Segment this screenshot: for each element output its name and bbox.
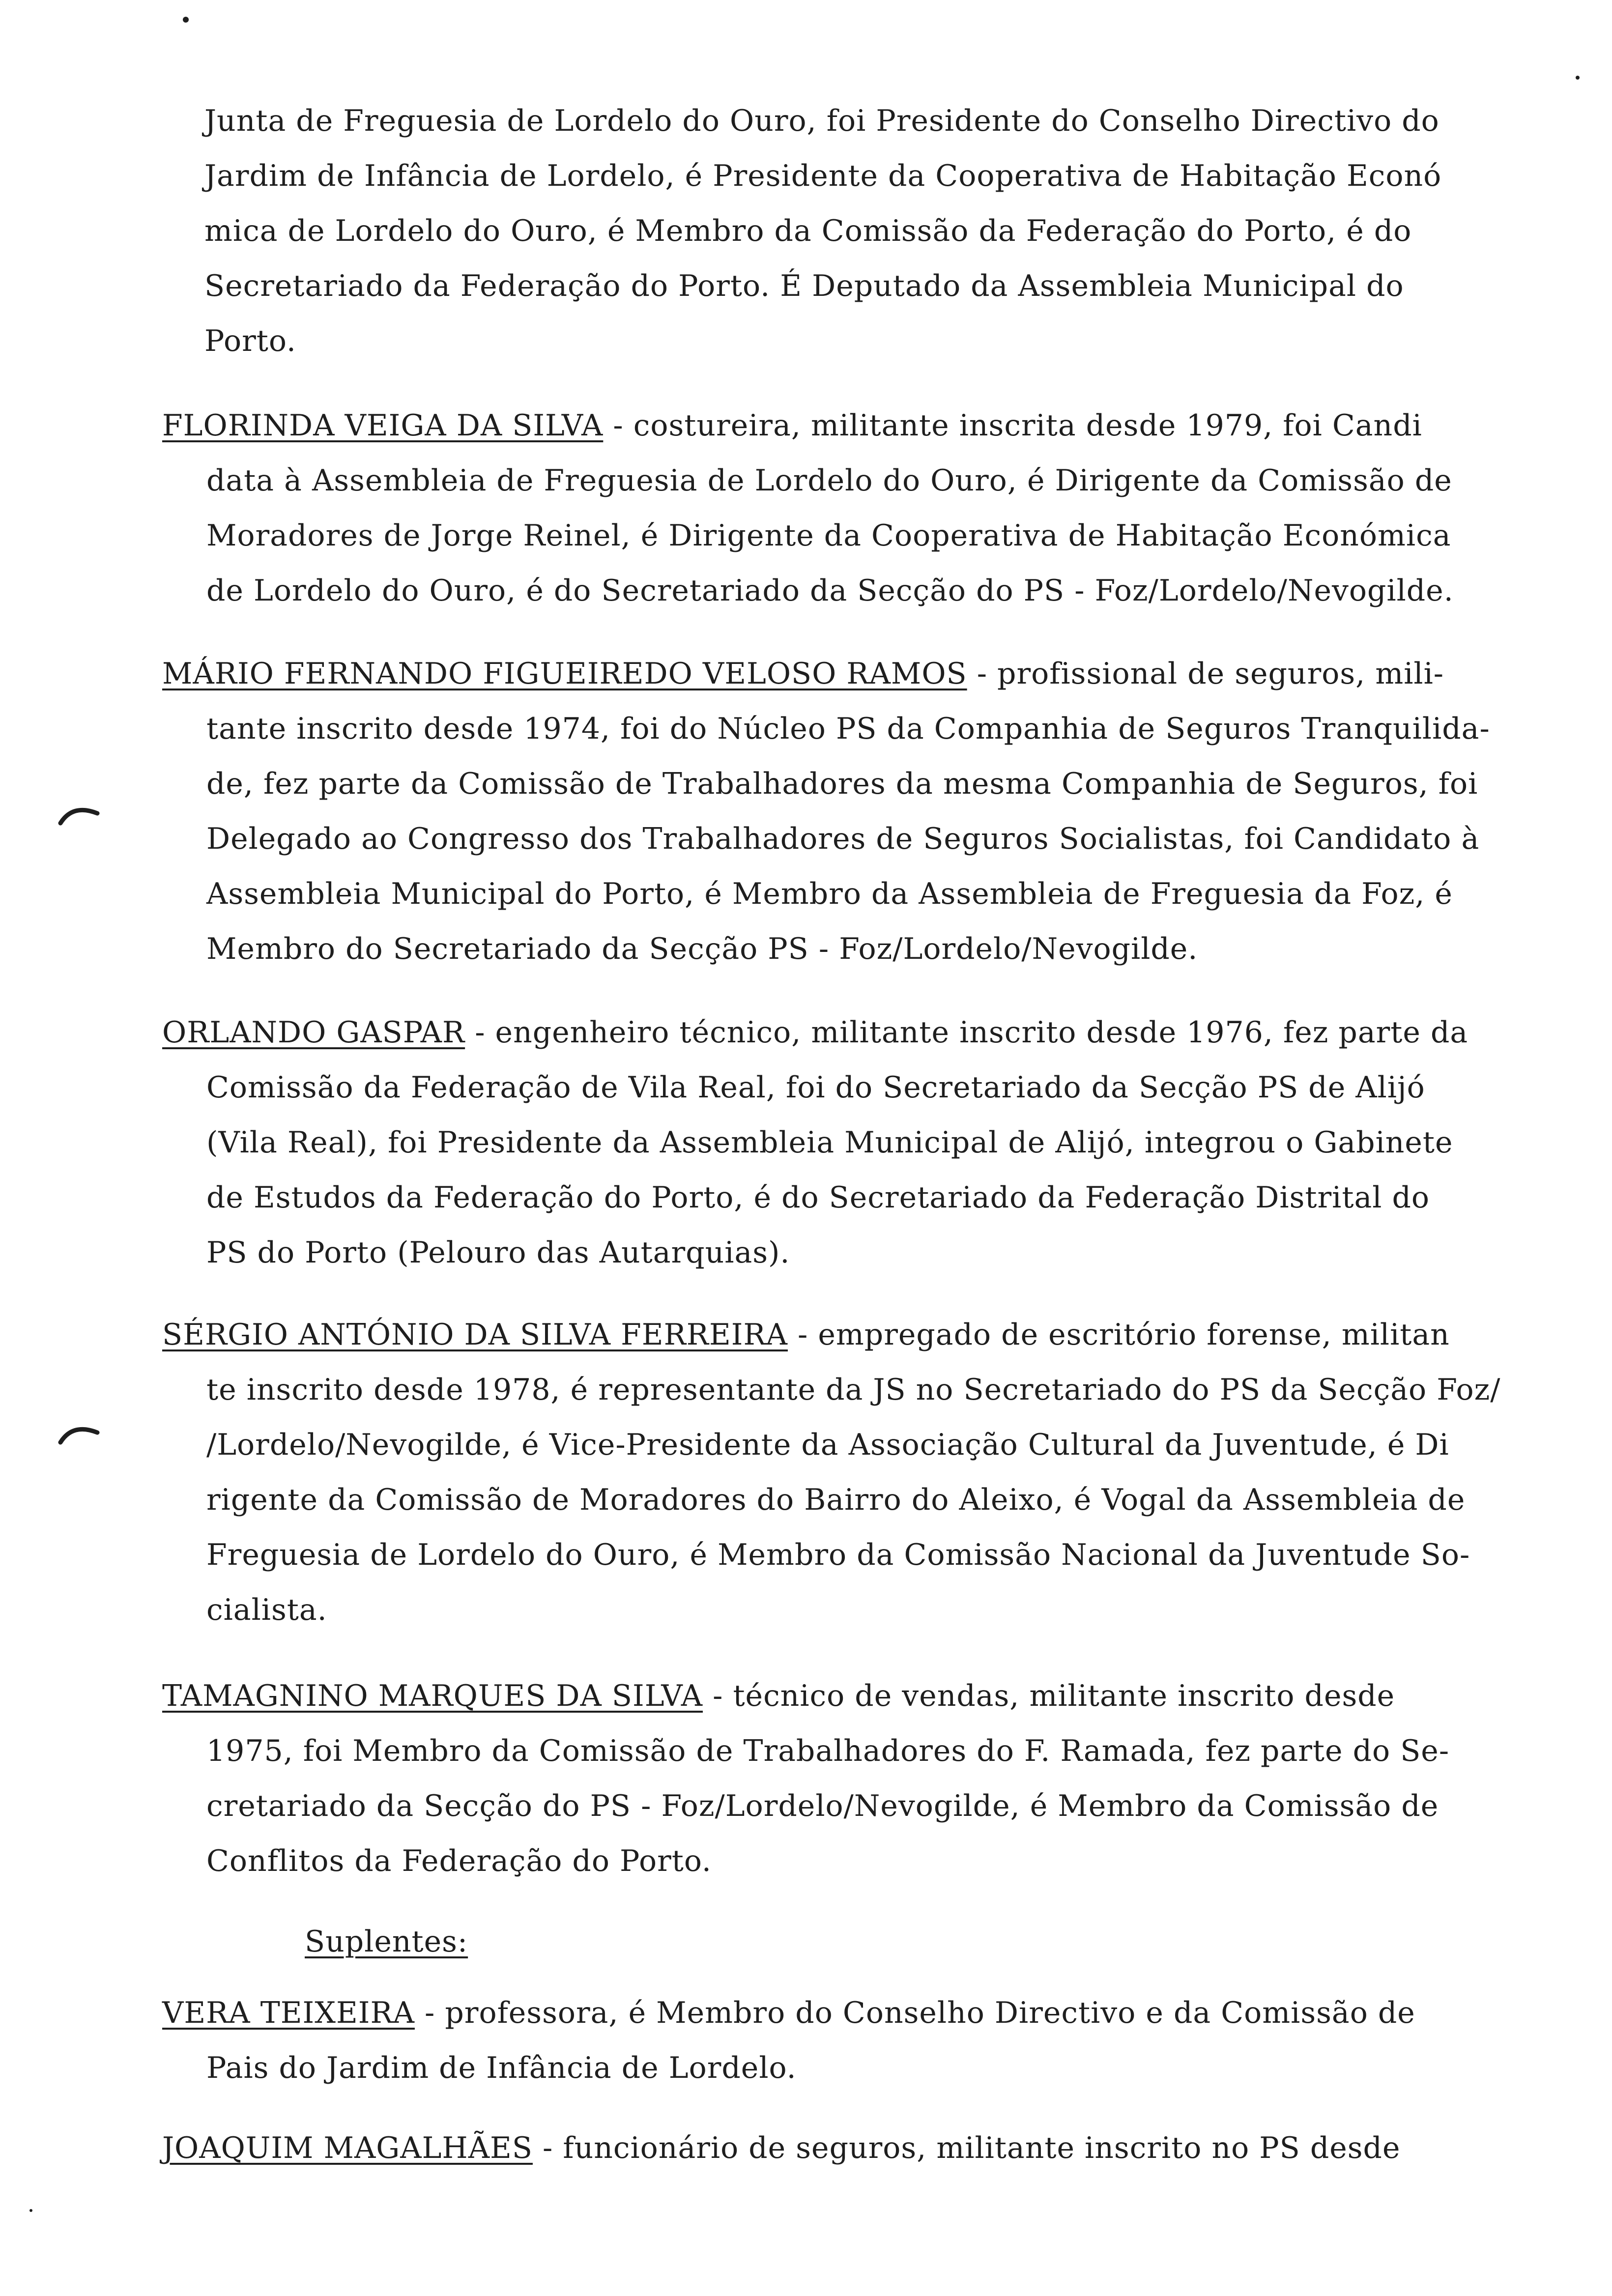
intro-paragraph <box>162 93 1597 369</box>
entry-first-line <box>162 1985 1597 2040</box>
entry-description: - empregado de escritório forense, militan <box>787 1318 1450 1352</box>
entry-line: Conflitos da Federação do Porto. <box>206 1844 712 1878</box>
entry-name: SÉRGIO ANTÓNIO DA SILVA FERREIRA <box>162 1318 788 1352</box>
entry-line: (Vila Real), foi Presidente da Assembleia Municipal de Alijó, integrou o Gabinete <box>206 1125 1453 1160</box>
entry-line: Assembleia Municipal do Porto, é Membro da Assembleia de Freguesia da Foz, é <box>206 877 1453 911</box>
entry-line: cialista. <box>206 1593 327 1627</box>
entry-line: data à Assembleia de Freguesia de Lordelo do Ouro, é Dirigente da Comissão de <box>206 463 1452 498</box>
entry-line: rigente da Comissão de Moradores do Bairro do Aleixo, é Vogal da Assembleia de <box>206 1483 1466 1517</box>
entry-line: 1975, foi Membro da Comissão de Trabalhadores do F. Ramada, fez parte do Se- <box>206 1734 1450 1768</box>
entry-line: Membro do Secretariado da Secção PS - Foz/Lordelo/Nevogilde. <box>206 932 1198 966</box>
entry-line: Pais do Jardim de Infância de Lordelo. <box>206 2051 797 2085</box>
entry-first-line <box>162 1668 1597 1723</box>
entry-first-line <box>162 1307 1597 1362</box>
entry-name: MÁRIO FERNANDO FIGUEIREDO VELOSO RAMOS <box>162 657 967 691</box>
entry-first-line <box>162 646 1597 701</box>
entry-line: te inscrito desde 1978, é representante da JS no Secretariado do PS da Secção Foz/ <box>206 1373 1501 1407</box>
entry-line: Comissão da Federação de Vila Real, foi do Secretariado da Secção PS de Alijó <box>206 1070 1425 1105</box>
entry-line: de, fez parte da Comissão de Trabalhadores da mesma Companhia de Seguros, foi <box>206 767 1478 801</box>
entry-line: Moradores de Jorge Reinel, é Dirigente da Cooperativa de Habitação Económica <box>206 518 1451 553</box>
entry-line: cretariado da Secção do PS - Foz/Lordelo/Nevogilde, é Membro da Comissão de <box>206 1789 1439 1823</box>
entry-sergio <box>162 1307 1597 1637</box>
margin-mark-icon <box>58 1420 102 1450</box>
entry-name: TAMAGNINO MARQUES DA SILVA <box>162 1679 703 1713</box>
entry-description: - professora, é Membro do Conselho Directivo e da Comissão de <box>414 1996 1415 2030</box>
entry-description: - engenheiro técnico, militante inscrito desde 1976, fez parte da <box>465 1015 1468 1050</box>
entry-orlando <box>162 1005 1597 1280</box>
scan-dot-icon <box>1574 74 1582 82</box>
alternates-heading: Suplentes: <box>305 1924 468 1959</box>
entry-first-line <box>162 1005 1597 1060</box>
intro-line: Porto. <box>204 324 296 358</box>
scan-dot-icon <box>181 15 191 25</box>
entry-line: Freguesia de Lordelo do Ouro, é Membro da Comissão Nacional da Juventude So- <box>206 1538 1470 1572</box>
entry-line: de Estudos da Federação do Porto, é do Secretariado da Federação Distrital do <box>206 1180 1430 1215</box>
entry-description: - costureira, militante inscrita desde 1979, foi Candi <box>603 408 1422 443</box>
intro-line: Secretariado da Federação do Porto. É Deputado da Assembleia Municipal do <box>204 269 1404 303</box>
entry-line: PS do Porto (Pelouro das Autarquias). <box>206 1235 790 1270</box>
entry-name: JOAQUIM MAGALHÃES <box>162 2131 533 2165</box>
entry-line: tante inscrito desde 1974, foi do Núcleo PS da Companhia de Seguros Tranquilida- <box>206 712 1490 746</box>
entry-name: ORLANDO GASPAR <box>162 1015 465 1050</box>
intro-line: Junta de Freguesia de Lordelo do Ouro, foi Presidente do Conselho Directivo do <box>204 104 1439 138</box>
entry-line: de Lordelo do Ouro, é do Secretariado da Secção do PS - Foz/Lordelo/Nevogilde. <box>206 574 1454 608</box>
intro-line: mica de Lordelo do Ouro, é Membro da Comissão da Federação do Porto, é do <box>204 214 1412 248</box>
entry-description: - funcionário de seguros, militante inscrito no PS desde <box>532 2131 1401 2165</box>
entry-line: /Lordelo/Nevogilde, é Vice-Presidente da Associação Cultural da Juventude, é Di <box>206 1428 1449 1462</box>
entry-first-line <box>162 2121 1597 2176</box>
intro-line: Jardim de Infância de Lordelo, é Presidente da Cooperativa de Habitação Econó <box>204 159 1442 193</box>
entry-description: - profissional de seguros, mili- <box>967 657 1444 691</box>
alternate-vera <box>162 1985 1597 2095</box>
entry-florinda <box>162 398 1597 618</box>
entry-name: FLORINDA VEIGA DA SILVA <box>162 408 604 443</box>
scan-dot-icon <box>27 2207 35 2214</box>
entry-first-line <box>162 398 1597 453</box>
entry-description: - técnico de vendas, militante inscrito desde <box>703 1679 1395 1713</box>
entry-line: Delegado ao Congresso dos Trabalhadores de Seguros Socialistas, foi Candidato à <box>206 822 1480 856</box>
entry-name: VERA TEIXEIRA <box>162 1996 415 2030</box>
alternate-joaquim <box>162 2121 1597 2176</box>
margin-mark-icon <box>58 801 102 831</box>
entry-tamagnino <box>162 1668 1597 1889</box>
entry-mario <box>162 646 1597 976</box>
